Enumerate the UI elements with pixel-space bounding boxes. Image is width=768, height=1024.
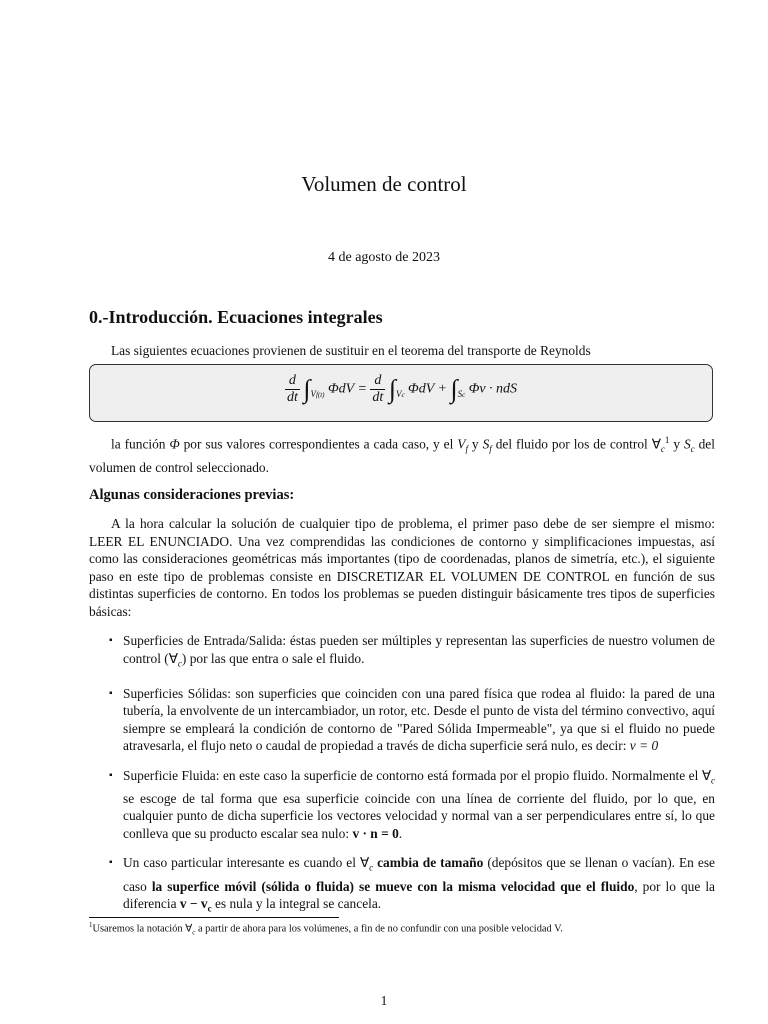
- reynolds-equation: [90, 373, 712, 406]
- rhs1-integrand: ΦdV +: [408, 381, 447, 397]
- footnote-rule: [89, 917, 339, 918]
- main-paragraph: A la hora calcular la solución de cualquier tipo de problema, el primer paso debe de ser siempre el mismo: LEER EL ENUNCIADO. Una vez comprendidas las condiciones de contorno y simplificaciones impuestas, así como las consideraciones geométricas más importantes (tipo de coordenadas, planos de simetría, etc.), el siguiente paso en este tipo de problemas consiste en DISCRETIZAR EL VOLUMEN DE CONTROL en función de sus distintas superficies de contorno. En todos los problemas se pueden distinguir básicamente tres tipos de superficies básicas:: [89, 516, 715, 619]
- list-item: ▪ Un caso particular interesante es cuando el $\forall_c$ cambia de tamaño (depósitos que se llenan o vacían). En ese caso la superfice móvil (sólida o fluida) se mueve con la misma velocidad que el fluido, por lo que la diferencia $v - v_c$ es nula y la integral se cancela.: [89, 854, 715, 918]
- derivative-lhs: $\frac{d}{dt}$: [286, 373, 298, 405]
- derivative-rhs: $\frac{d}{dt}$: [372, 373, 384, 405]
- subsection-heading: Algunas consideraciones previas:: [89, 487, 295, 503]
- integral-sub-2: Vc: [395, 388, 405, 399]
- integral-sign-2: ∫: [388, 374, 396, 404]
- integral-sub-1: Vf(t): [310, 388, 325, 399]
- integral-sign-3: ∫: [450, 374, 458, 404]
- integral-sign-1: ∫: [303, 374, 311, 404]
- list-item: ▪ Superficie Fluida: en este caso la superficie de contorno está formada por el propio fluido. Normalmente el $\forall_c$ se escoge de tal forma que esa superficie coincide con una línea de corriente del fluido, por lo que, en cualquier punto de dicha superficie los vectores velocidad y normal van a ser perpendiculares entre sí, lo que conlleva que su producto escalar sea nulo: v · n = 0.: [89, 767, 715, 843]
- page-number: 1: [380, 993, 388, 1008]
- list-item: ▪ Superficies Sólidas: son superficies que coinciden con una pared física que rodea al fluido: la pared de una tubería, la envolvente de un intercambiador, un rotor, etc. Desde el punto de vista del término convectivo, aquí siempre se empleará la condición de contorno de "Pared Sólida Impermeable", ya que si el fluido no puede atravesarla, el flujo neto o caudal de propiedad a través de dicha superficie será nulo, es decir: v = 0: [89, 685, 715, 755]
- list-item: ▪ Superficies de Entrada/Salida: éstas pueden ser múltiples y representan las superficies de nuestro volumen de control $(\forall_c)$ por las que entra o sale el fluido.: [89, 632, 715, 673]
- document-date: 4 de agosto de 2023: [328, 250, 440, 265]
- integral-sub-3: Sc: [457, 388, 466, 399]
- intro-paragraph: Las siguientes ecuaciones provienen de sustituir en el teorema del transporte de Reynolds: [111, 343, 591, 358]
- footnote: $^1$Usaremos la notación $\forall_c$ a partir de ahora para los volúmenes, a fin de no confundir con una posible velocidad V.: [89, 921, 563, 937]
- after-equation-paragraph: la función Φ por sus valores correspondientes a cada caso, y el $V_f$ y $S_f$ del fluido por los de control $\forall_c^1$ y $S_c$ del volumen de control seleccionado.: [89, 435, 715, 475]
- document-title: Volumen de control: [301, 172, 467, 196]
- equation-box: [89, 364, 713, 422]
- surface-types-list: [89, 632, 715, 918]
- rhs2-integrand: Φv · ndS: [468, 381, 518, 397]
- section-heading: 0.-Introducción. Ecuaciones integrales: [89, 307, 383, 327]
- footnote-marker: 1: [664, 435, 670, 445]
- lhs-integrand: ΦdV =: [328, 381, 367, 397]
